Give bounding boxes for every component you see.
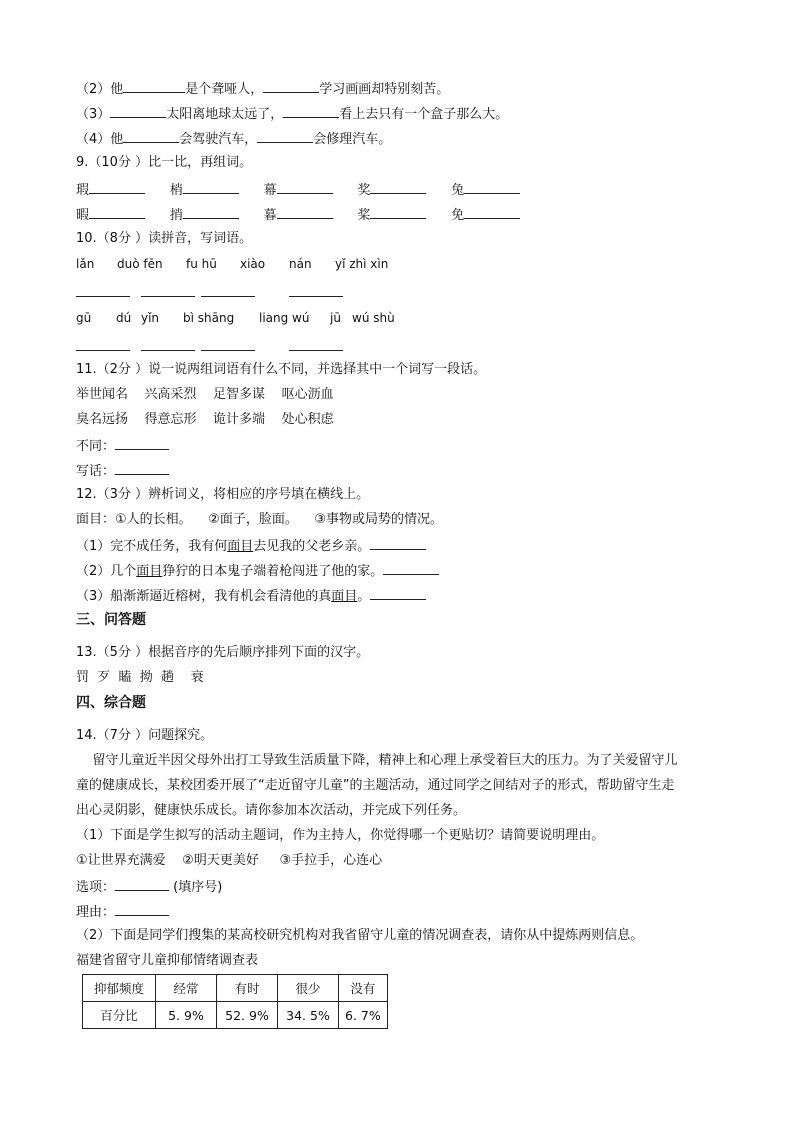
table-header-row [83,975,388,1002]
q12-sentence-1: （1）完不成任务，我有何面目去见我的父老乡亲。 [76,536,426,556]
table-cell: 34. 5% [278,1002,339,1029]
survey-table [82,974,388,1029]
q10-title: 10.（8分 ）读拼音，写词语。 [76,231,253,246]
q12-sentence-3: （3）船渐渐逼近榕树，我有机会看清他的真面目。 [76,586,426,606]
q12-sentence-2: （2）几个面目狰狞的日本鬼子端着枪闯进了他的家。 [76,561,439,581]
table-cell: 6. 7% [339,1002,388,1029]
q14-sub-question-1: （1）下面是学生拟写的活动主题词，作为主持人，你觉得哪一个更贴切？请简要说明理由。 [76,828,605,843]
q14-sub-question-2: （2）下面是同学们搜集的某高校研究机构对我省留守儿童的情况调查表，请你从中提炼两则信息。 [76,928,644,943]
section-heading: 三、问答题 [76,612,146,628]
q13-chars: 罚 歹 瞌 拗 趟 衰 [76,670,204,685]
q9-title: 9.（10分 ）比一比，再组词。 [76,155,253,170]
q14-reason: 理由： [76,902,169,922]
pinyin: gū [76,311,92,325]
answer-blank[interactable] [76,350,130,351]
pinyin: xiào [240,257,266,271]
table-row [83,1002,388,1029]
q14-paragraph-3: 出心灵阴影，健康快乐成长。请你参加本次活动，并完成下列任务。 [76,803,467,818]
q8-line-4: （4）他 会驾驶汽车， 会修理汽车。 [76,129,391,149]
q11-writing: 写话： [76,461,169,481]
table-cell: 没有 [339,975,388,1002]
q14-paragraph-2: 童的健康成长，某校团委开展了“走近留守儿童”的主题活动，通过同学之间结对子的形式，帮助留守生走 [76,778,675,793]
q14-options: ①让世界充满爱 ②明天更美好 ③手拉手，心连心 [76,853,383,868]
q11-title: 11.（2分 ）说一说两组词语有什么不同，并选择其中一个词写一段话。 [76,362,487,377]
q11-difference: 不同： [76,436,169,456]
pinyin: liang wú [259,311,310,325]
table-cell: 百分比 [83,1002,156,1029]
answer-blank[interactable] [141,350,195,351]
table-cell: 5. 9% [156,1002,217,1029]
section-heading: 四、综合题 [76,695,146,711]
pinyin: fu hū [186,257,217,271]
q12-definitions: 面目：①人的长相。 ②面子，脸面。 ③事物或局势的情况。 [76,512,444,527]
answer-blank[interactable] [201,296,255,297]
q9-row-1: 瑕 梢 幕 奖 兔 [76,180,520,200]
pinyin: lǎn [76,257,95,271]
q11-words-1: 举世闻名 兴高采烈 足智多谋 呕心沥血 [76,387,334,402]
table-cell: 经常 [156,975,217,1002]
answer-blank[interactable] [289,350,343,351]
table-cell: 52. 9% [217,1002,278,1029]
pinyin: jū [330,311,341,325]
q11-words-2: 臭名远扬 得意忘形 诡计多端 处心积虑 [76,412,334,427]
table-title: 福建省留守儿童抑郁情绪调查表 [76,953,259,968]
q8-line-2: （2）他 是个聋哑人， 学习画画却特别刻苦。 [76,79,449,99]
pinyin: nán [289,257,312,271]
answer-blank[interactable] [141,296,195,297]
pinyin: duò fēn [117,257,163,271]
q14-title: 14.（7分 ）问题探究。 [76,728,214,743]
pinyin: wú shù [352,311,395,325]
table-cell: 很少 [278,975,339,1002]
answer-blank[interactable] [201,350,255,351]
pinyin: dú [116,311,132,325]
pinyin: yǐ zhì xìn [335,257,389,271]
q9-row-2: 暇 捎 暮 桨 免 [76,205,520,225]
table-cell: 有时 [217,975,278,1002]
pinyin: bì shāng [183,311,235,325]
answer-blank[interactable] [76,296,130,297]
q8-line-3: （3） 太阳离地球太远了， 看上去只有一个盒子那么大。 [76,104,508,124]
q14-paragraph-1: 留守儿童近半因父母外出打工导致生活质量下降，精神上和心理上承受着巨大的压力。为了关爱留守儿 [76,753,678,768]
q13-title: 13.（5分 ）根据音序的先后顺序排列下面的汉字。 [76,645,370,660]
answer-blank[interactable] [289,296,343,297]
q14-choice: 选项： (填序号) [76,877,222,897]
q12-title: 12.（3分 ）辨析词义，将相应的序号填在横线上。 [76,487,370,502]
pinyin: yǐn [141,311,160,325]
table-cell: 抑郁频度 [83,975,156,1002]
